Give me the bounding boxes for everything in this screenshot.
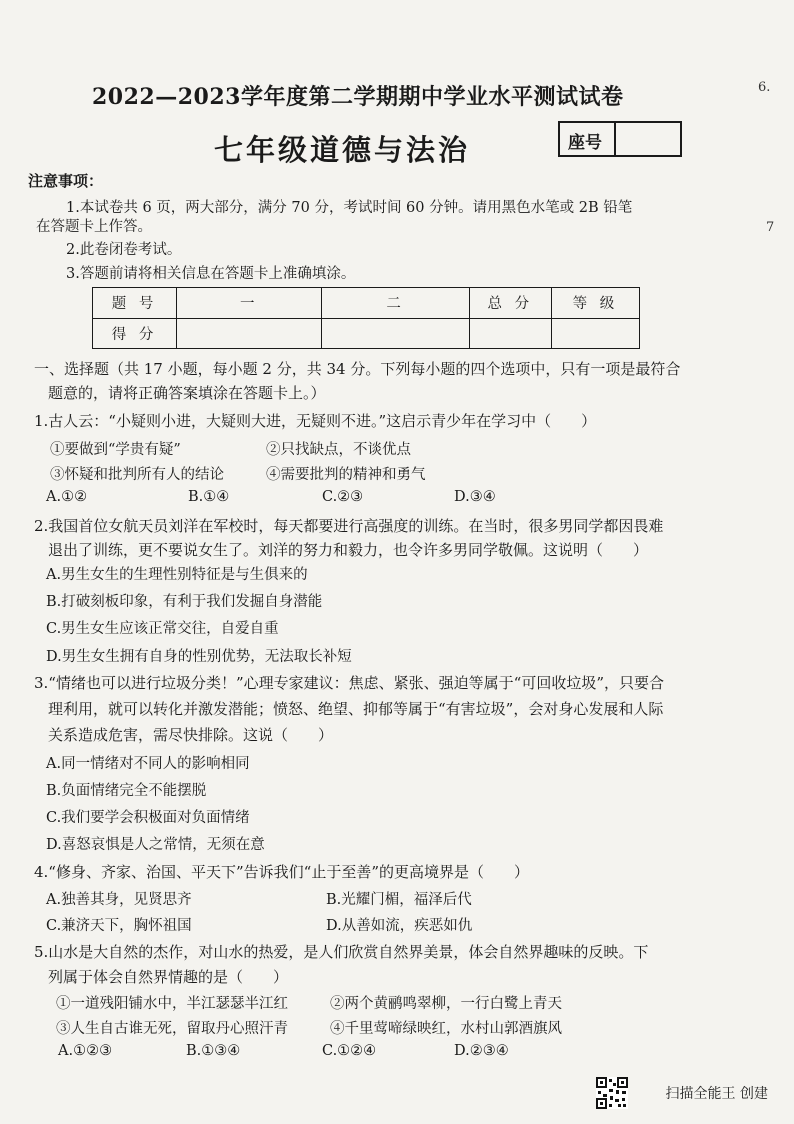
score-table [92,287,640,349]
statement: ②只找缺点，不谈优点 [266,442,411,458]
option: D.男生女生拥有自身的性别优势，无法取长补短 [46,649,352,665]
statement: ④需要批判的精神和勇气 [266,467,426,483]
score-cell [322,318,469,349]
score-cell [469,318,551,349]
question-stem: 退出了训练，更不要说女生了。刘洋的努力和毅力，也令许多男同学敬佩。这说明（ ） [48,541,649,559]
question-stem: 理利用，就可以转化并激发潜能；愤怒、绝望、抑郁等属于“有害垃圾”，会对身心发展和人际 [48,700,664,718]
score-table-score-row [93,318,640,349]
question-stem: 1.古人云：“小疑则小进，大疑则大进，无疑则不进。”这启示青少年在学习中（ ） [34,412,597,430]
qr-code-icon [596,1077,628,1109]
option: A.独善其身，见贤思齐 [46,892,192,908]
seat-label: 座号 [568,133,602,153]
option: C.②③ [322,489,364,505]
question-stem: 关系造成危害，需尽快排除。这说（ ） [48,726,334,744]
question-stem: 5.山水是大自然的杰作，对山水的热爱，是人们欣赏自然界美景，体会自然界趣味的反映。下 [34,943,649,961]
table-row-label: 得 分 [93,318,177,349]
table-header-cell: 一 [177,288,322,319]
statement: ①一道残阳铺水中，半江瑟瑟半江红 [56,996,288,1012]
option: C.男生女生应该正常交往，自爱自重 [46,621,279,637]
option: A.男生女生的生理性别特征是与生俱来的 [46,567,308,583]
table-header-cell: 题 号 [93,288,177,319]
score-cell [551,318,639,349]
option: B.负面情绪完全不能摆脱 [46,783,207,799]
option: C.兼济天下，胸怀祖国 [46,918,192,934]
table-header-cell: 总 分 [469,288,551,319]
notes-line: 1.本试卷共 6 页，两大部分，满分 70 分，考试时间 60 分钟。请用黑色水笔或 2B 铅笔 [66,200,633,216]
question-stem: 3.“情绪也可以进行垃圾分类！”心理专家建议：焦虑、紧张、强迫等属于“可回收垃圾”，只要合 [34,674,664,692]
notes-line: 2.此卷闭卷考试。 [66,242,182,258]
question-stem: 4.“修身、齐家、治国、平天下”告诉我们“止于至善”的更高境界是（ ） [34,863,529,881]
score-table-header-row [93,288,640,319]
option: A.①②③ [58,1043,113,1059]
option: B.打破刻板印象，有利于我们发掘自身潜能 [46,594,323,610]
option: C.我们要学会积极面对负面情绪 [46,810,250,826]
side-mark: 7 [766,220,775,235]
option: D.②③④ [454,1043,509,1059]
section-instruction: 一、选择题（共 17 小题，每小题 2 分，共 34 分。下列每小题的四个选项中，只有一项是最符合 [34,360,681,378]
side-mark: 6. [758,80,771,95]
statement: ②两个黄鹂鸣翠柳，一行白鹭上青天 [330,996,562,1012]
table-header-cell: 等 级 [551,288,639,319]
seat-number-box [558,121,682,157]
option: B.①④ [188,489,230,505]
option: B.①③④ [186,1043,241,1059]
option: D.喜怒哀惧是人之常情，无须在意 [46,837,265,853]
option: B.光耀门楣，福泽后代 [326,892,472,908]
section-instruction: 题意的，请将正确答案填涂在答题卡上。） [48,384,326,402]
table-header-cell: 二 [322,288,469,319]
notes-line: 3.答题前请将相关信息在答题卡上准确填涂。 [66,266,356,282]
option: A.①② [46,489,88,505]
notes-heading: 注意事项： [28,172,104,190]
scanner-watermark: 扫描全能王 创建 [665,1086,768,1102]
option: D.从善如流，疾恶如仇 [326,918,473,934]
statement: ③人生自古谁无死，留取丹心照汗青 [56,1021,288,1037]
option: A.同一情绪对不同人的影响相同 [46,756,250,772]
question-stem: 2.我国首位女航天员刘洋在军校时，每天都要进行高强度的训练。在当时，很多男同学都因畏难 [34,517,664,535]
question-stem: 列属于体会自然界情趣的是（ ） [48,968,289,986]
exam-title: 2022—2023学年度第二学期期中学业水平测试试卷 [92,84,624,110]
subject-title: 七年级道德与法治 [214,133,471,167]
statement: ①要做到“学贵有疑” [50,442,181,458]
notes-line: 在答题卡上作答。 [36,219,152,235]
option: C.①②④ [322,1043,377,1059]
statement: ④千里莺啼绿映红，水村山郭酒旗风 [330,1021,562,1037]
option: D.③④ [454,489,496,505]
score-cell [177,318,322,349]
seat-divider [614,123,616,155]
statement: ③怀疑和批判所有人的结论 [50,467,224,483]
